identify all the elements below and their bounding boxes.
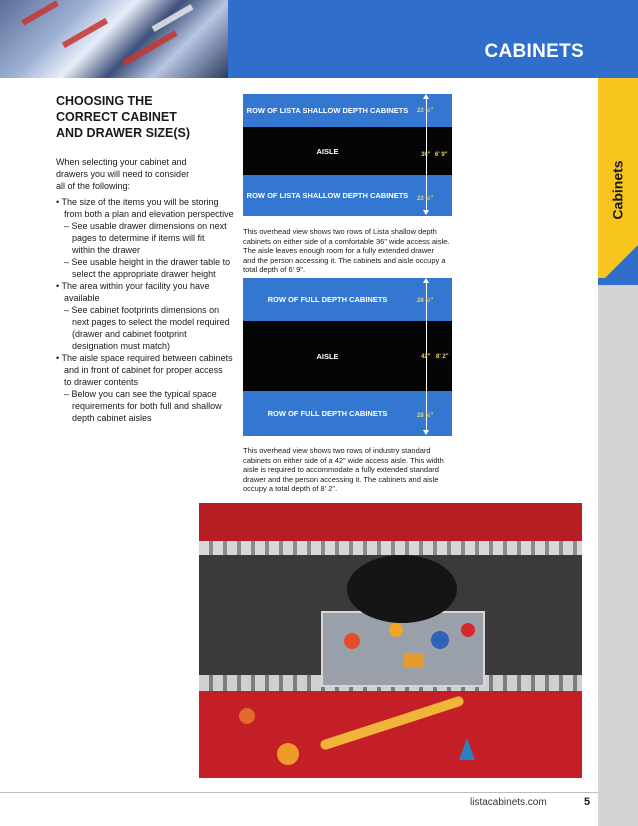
- dimension-aisle: 36": [421, 152, 431, 158]
- aisle-band: [243, 127, 452, 175]
- list-item: within the drawer: [72, 245, 141, 255]
- caption-line: drawer and the person accessing it. The cabinets and aisle: [243, 474, 439, 484]
- section-banner: [228, 0, 598, 78]
- page-number: 5: [584, 796, 591, 808]
- list-item: from both a plan and elevation perspective: [64, 209, 234, 219]
- section-tab-label: Cabinets: [610, 160, 626, 220]
- dimension-bottom: 22 ½": [417, 196, 434, 202]
- list-item: – See usable height in the drawer table to: [64, 257, 231, 267]
- full-diagram-caption: [243, 446, 473, 494]
- arrow-down-icon: [423, 430, 429, 435]
- dimension-total: 8' 2": [436, 354, 449, 360]
- list-item: • The area within your facility you have: [56, 281, 210, 291]
- list-item: requirements for both full and shallow: [72, 401, 222, 411]
- heading-line: CHOOSING THE: [56, 94, 153, 108]
- list-item: select the appropriate drawer height: [72, 269, 216, 279]
- shallow-diagram-caption: [243, 227, 473, 275]
- arrow-down-icon: [423, 210, 429, 215]
- footer-url[interactable]: listacabinets.com: [470, 797, 547, 808]
- cabinet-row-label: ROW OF FULL DEPTH CABINETS: [267, 295, 388, 304]
- page-heading: [56, 93, 231, 141]
- intro-paragraph: [56, 156, 236, 192]
- cabinet-row-label: ROW OF LISTA SHALLOW DEPTH CABINETS: [246, 191, 409, 200]
- aisle-label: AISLE: [316, 351, 339, 361]
- intro-line: drawers you will need to consider: [56, 169, 190, 179]
- caption-line: This overhead view shows two rows of Lista shallow depth: [243, 227, 437, 236]
- person-shape: [347, 555, 457, 623]
- footer-rule: [0, 792, 598, 793]
- section-tab-label-wrap: [598, 120, 638, 260]
- caption-line: occupy a total depth of 8' 2".: [243, 484, 338, 493]
- dimension-bottom: 28 ½": [417, 413, 434, 419]
- considerations-list: [56, 196, 241, 424]
- list-item: • The aisle space required between cabinets: [56, 353, 233, 363]
- cabinet-row-label: ROW OF FULL DEPTH CABINETS: [267, 409, 388, 418]
- list-item: – See cabinet footprints dimensions on: [64, 305, 220, 315]
- section-title: CABINETS: [484, 41, 584, 62]
- intro-line: all of the following:: [56, 181, 131, 191]
- full-depth-aisle-diagram: [243, 278, 452, 436]
- list-item: pages to determine if items will fit: [72, 233, 205, 243]
- list-item: – See usable drawer dimensions on next: [64, 221, 227, 231]
- dimension-aisle: 42": [421, 354, 431, 360]
- list-item: – Below you can see the typical space: [64, 389, 217, 399]
- caption-line: aisle is required to accommodate a fully extended standard: [243, 465, 439, 474]
- intro-line: When selecting your cabinet and: [56, 157, 187, 167]
- dimension-top: 22 ½": [417, 108, 434, 114]
- caption-line: cabinets on either side of a comfortable 36” wide access aisle.: [243, 236, 450, 246]
- dimension-total: 6' 9": [435, 152, 448, 158]
- list-item: next pages to select the model required: [72, 317, 230, 327]
- shallow-depth-aisle-diagram: [243, 94, 452, 216]
- arrow-up-icon: [423, 94, 429, 99]
- dimension-top: 28 ½": [417, 298, 434, 304]
- tab-strip-grey: [598, 285, 638, 826]
- list-item: (drawer and cabinet footprint: [72, 329, 187, 339]
- caption-line: cabinets on either side of a 42” wide access aisle. This width: [243, 455, 444, 465]
- heading-line: CORRECT CABINET: [56, 110, 177, 124]
- caption-line: and the person accessing it. The cabinets and aisle occupy a: [243, 255, 446, 265]
- tab-strip-top: [598, 0, 638, 78]
- aisle-label: AISLE: [316, 146, 339, 156]
- list-item: depth cabinet aisles: [72, 413, 152, 423]
- list-item: available: [64, 293, 100, 303]
- cabinet-row-label: ROW OF LISTA SHALLOW DEPTH CABINETS: [246, 106, 409, 115]
- arrow-up-icon: [423, 278, 429, 283]
- hero-photo-storage-aisle: [0, 0, 228, 78]
- caption-line: This overhead view shows two rows of industry standard: [243, 446, 431, 455]
- caption-line: The aisle leaves enough room for a fully extended drawer: [243, 246, 434, 255]
- caption-line: total depth of 6' 9".: [243, 265, 306, 274]
- photo-drawer-overhead: [199, 503, 582, 778]
- heading-line: AND DRAWER SIZE(S): [56, 126, 191, 140]
- list-item: to drawer contents: [64, 377, 139, 387]
- list-item: designation must match): [72, 341, 171, 351]
- list-item: • The size of the items you will be storing: [56, 197, 219, 207]
- list-item: and in front of cabinet for proper access: [64, 365, 223, 375]
